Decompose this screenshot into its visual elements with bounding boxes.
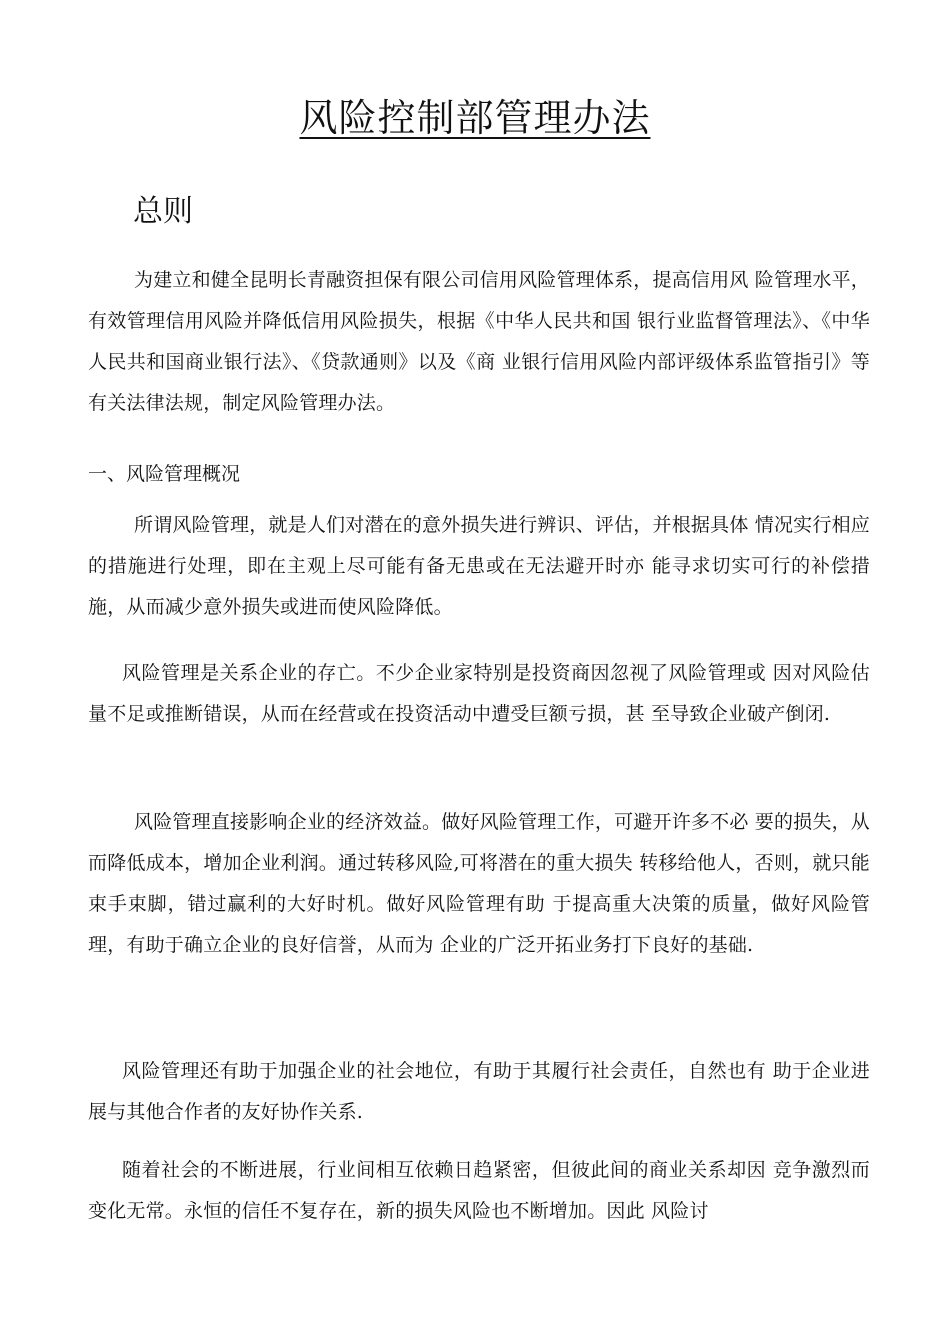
paragraph-risk-development: 随着社会的不断进展，行业间相互依赖日趋紧密，但彼此间的商业关系却因 竞争激烈而变化无常。永恒的信任不复存在，新的损失风险也不断增加。因此 风险讨 xyxy=(88,1159,870,1222)
section-heading-general: 总则 xyxy=(133,194,193,229)
paragraph-risk-survival: 风险管理是关系企业的存亡。不少企业家特别是投资商因忽视了风险管理或 因对风险估量不足或推断错误，从而在经营或在投资活动中遭受巨额亏损，甚 至导致企业破产倒闭. xyxy=(88,662,870,725)
subsection-heading: 一、风险管理概况 xyxy=(88,463,241,485)
document-title xyxy=(0,92,950,144)
intro-paragraph: 为建立和健全昆明长青融资担保有限公司信用风险管理体系，提高信用风 险管理水平，有效管理信用风险并降低信用风险损失，根据《中华人民共和国 银行业监督管理法》、《中华人民共和国商业银行法》、《贷款通则》以及《商 业银行信用风险内部评级体系监管指引》等有关法律法规，制定风险管理办法。 xyxy=(88,269,870,414)
paragraph-risk-benefits: 风险管理直接影响企业的经济效益。做好风险管理工作，可避开许多不必 要的损失，从而降低成本，增加企业利润。通过转移风险,可将潜在的重大损失 转移给他人，否则，就只能束手束脚，错过赢利的大好时机。做好风险管理有助 于提高重大决策的质量，做好风险管理，有助于确立企业的良好信誉，从而为 企业的广泛开拓业务打下良好的基础. xyxy=(88,811,870,956)
paragraph-risk-social: 风险管理还有助于加强企业的社会地位，有助于其履行社会责任，自然也有 助于企业进展与其他合作者的友好协作关系. xyxy=(88,1060,870,1123)
paragraph-risk-definition: 所谓风险管理，就是人们对潜在的意外损失进行辨识、评估，并根据具体 情况实行相应的措施进行处理，即在主观上尽可能有备无患或在无法避开时亦 能寻求切实可行的补偿措施，从而减少意外损失或进而使风险降低。 xyxy=(88,514,870,618)
document-title-text: 风险控制部管理办法 xyxy=(299,96,651,140)
